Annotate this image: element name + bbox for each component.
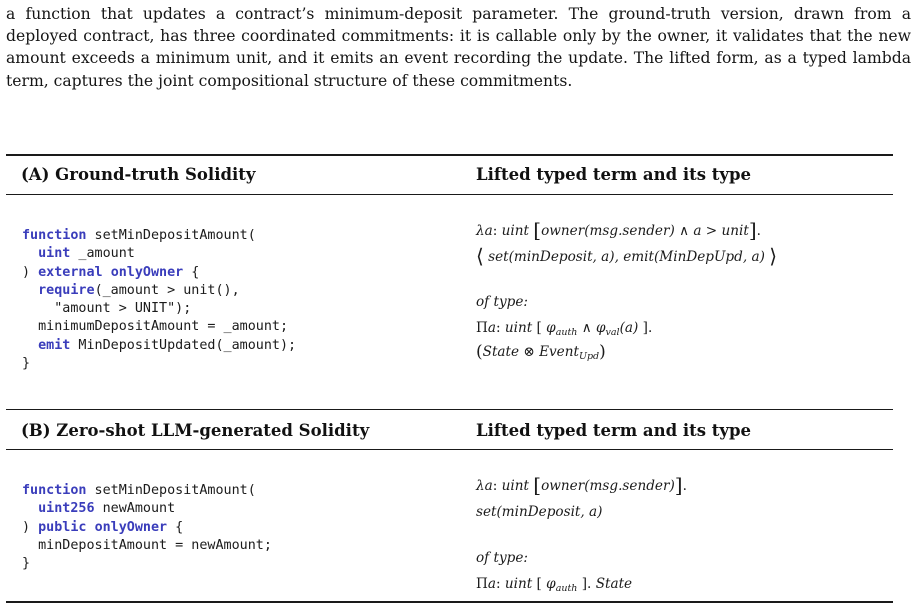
code-text	[22, 246, 38, 261]
code-text: newAmount	[94, 501, 176, 517]
term-a-type-line-2: (State ⊗ Event$_{Upd}$)	[476, 342, 606, 362]
section-a-left-header: (A) Ground-truth Solidity	[21, 165, 256, 184]
section-b-code-block	[22, 482, 272, 573]
code-keyword: onlyOwner	[94, 519, 168, 535]
code-keyword: uint256	[38, 501, 95, 517]
code-text: setMinDepositAmount(	[86, 228, 256, 243]
code-line	[22, 555, 272, 573]
code-text: {	[167, 519, 184, 535]
code-text: )	[22, 519, 39, 535]
code-text: {	[183, 264, 200, 280]
term-a-type-line-1: Πa: uint [ $\varphi_{auth}$ ∧ $\varphi_{val}(a)$ ].	[476, 320, 653, 338]
code-text: )	[22, 264, 39, 280]
code-line	[22, 318, 296, 336]
code-keyword: function	[22, 483, 87, 498]
term-b-type-line-1: Πa: uint [ $\varphi_{auth}$ ]. State	[476, 576, 633, 594]
code-text	[22, 338, 38, 353]
code-text	[103, 265, 111, 280]
section-b-left-header: (B) Zero-shot LLM-generated Solidity	[21, 421, 370, 440]
code-keyword: onlyOwner	[110, 264, 184, 280]
code-line	[22, 355, 296, 373]
term-a-line-1: λa: uint [owner(msg.sender) ∧ a > unit].	[476, 218, 761, 242]
code-line	[22, 337, 296, 355]
code-line	[22, 282, 296, 300]
code-line	[22, 500, 272, 518]
code-text	[87, 520, 95, 535]
term-b-of-type: of type:	[476, 550, 529, 566]
term-a-of-type: of type:	[476, 294, 529, 310]
code-line	[22, 300, 296, 318]
code-text	[22, 283, 38, 298]
code-line	[22, 537, 272, 555]
code-text	[22, 501, 38, 516]
code-line	[22, 264, 296, 282]
section-a-header-rule	[6, 194, 893, 195]
code-text: setMinDepositAmount(	[86, 483, 256, 498]
code-text: _amount	[70, 246, 135, 262]
code-line	[22, 482, 272, 500]
code-text: MinDepositUpdated(_amount);	[70, 337, 297, 353]
code-keyword: require	[38, 282, 95, 298]
code-keyword: function	[22, 228, 87, 243]
intro-paragraph: a function that updates a contract’s minimum-deposit parameter. The ground-truth version, drawn from a deployed contract, has three coordinated commitments: it is callable only by the owner, it validates that the new amount exceeds a minimum unit, and it emits an event recording the update. The lifted form, as a typed lambda term, captures the joint compositional structure of these commitments.	[6, 5, 911, 90]
term-b-line-2: set(minDeposit, a)	[476, 504, 603, 520]
term-b-line-1: λa: uint [owner(msg.sender)].	[476, 473, 687, 497]
section-divider-rule	[6, 409, 893, 410]
code-keyword: public	[38, 519, 87, 535]
code-keyword: uint	[38, 246, 71, 262]
section-b-header-rule	[6, 449, 893, 450]
code-text: }	[22, 556, 31, 572]
code-line	[22, 245, 296, 263]
code-line	[22, 519, 272, 537]
code-text: (_amount > unit(),	[94, 282, 240, 298]
table-bottom-rule	[6, 601, 893, 603]
code-text: }	[22, 356, 31, 372]
section-a-right-header: Lifted typed term and its type	[476, 165, 752, 184]
term-a-line-2: ⟨ set(minDeposit, a), emit(MinDepUpd, a) ⟩	[476, 244, 778, 268]
table-top-rule	[6, 154, 893, 156]
section-b-right-header: Lifted typed term and its type	[476, 421, 752, 440]
code-text: minDepositAmount = newAmount;	[22, 537, 272, 553]
code-text: minimumDepositAmount = _amount;	[22, 319, 289, 335]
code-text: "amount > UNIT");	[22, 301, 192, 317]
code-line	[22, 227, 296, 245]
code-keyword: external	[38, 264, 103, 280]
section-a-code-block	[22, 227, 296, 373]
code-keyword: emit	[38, 337, 71, 353]
